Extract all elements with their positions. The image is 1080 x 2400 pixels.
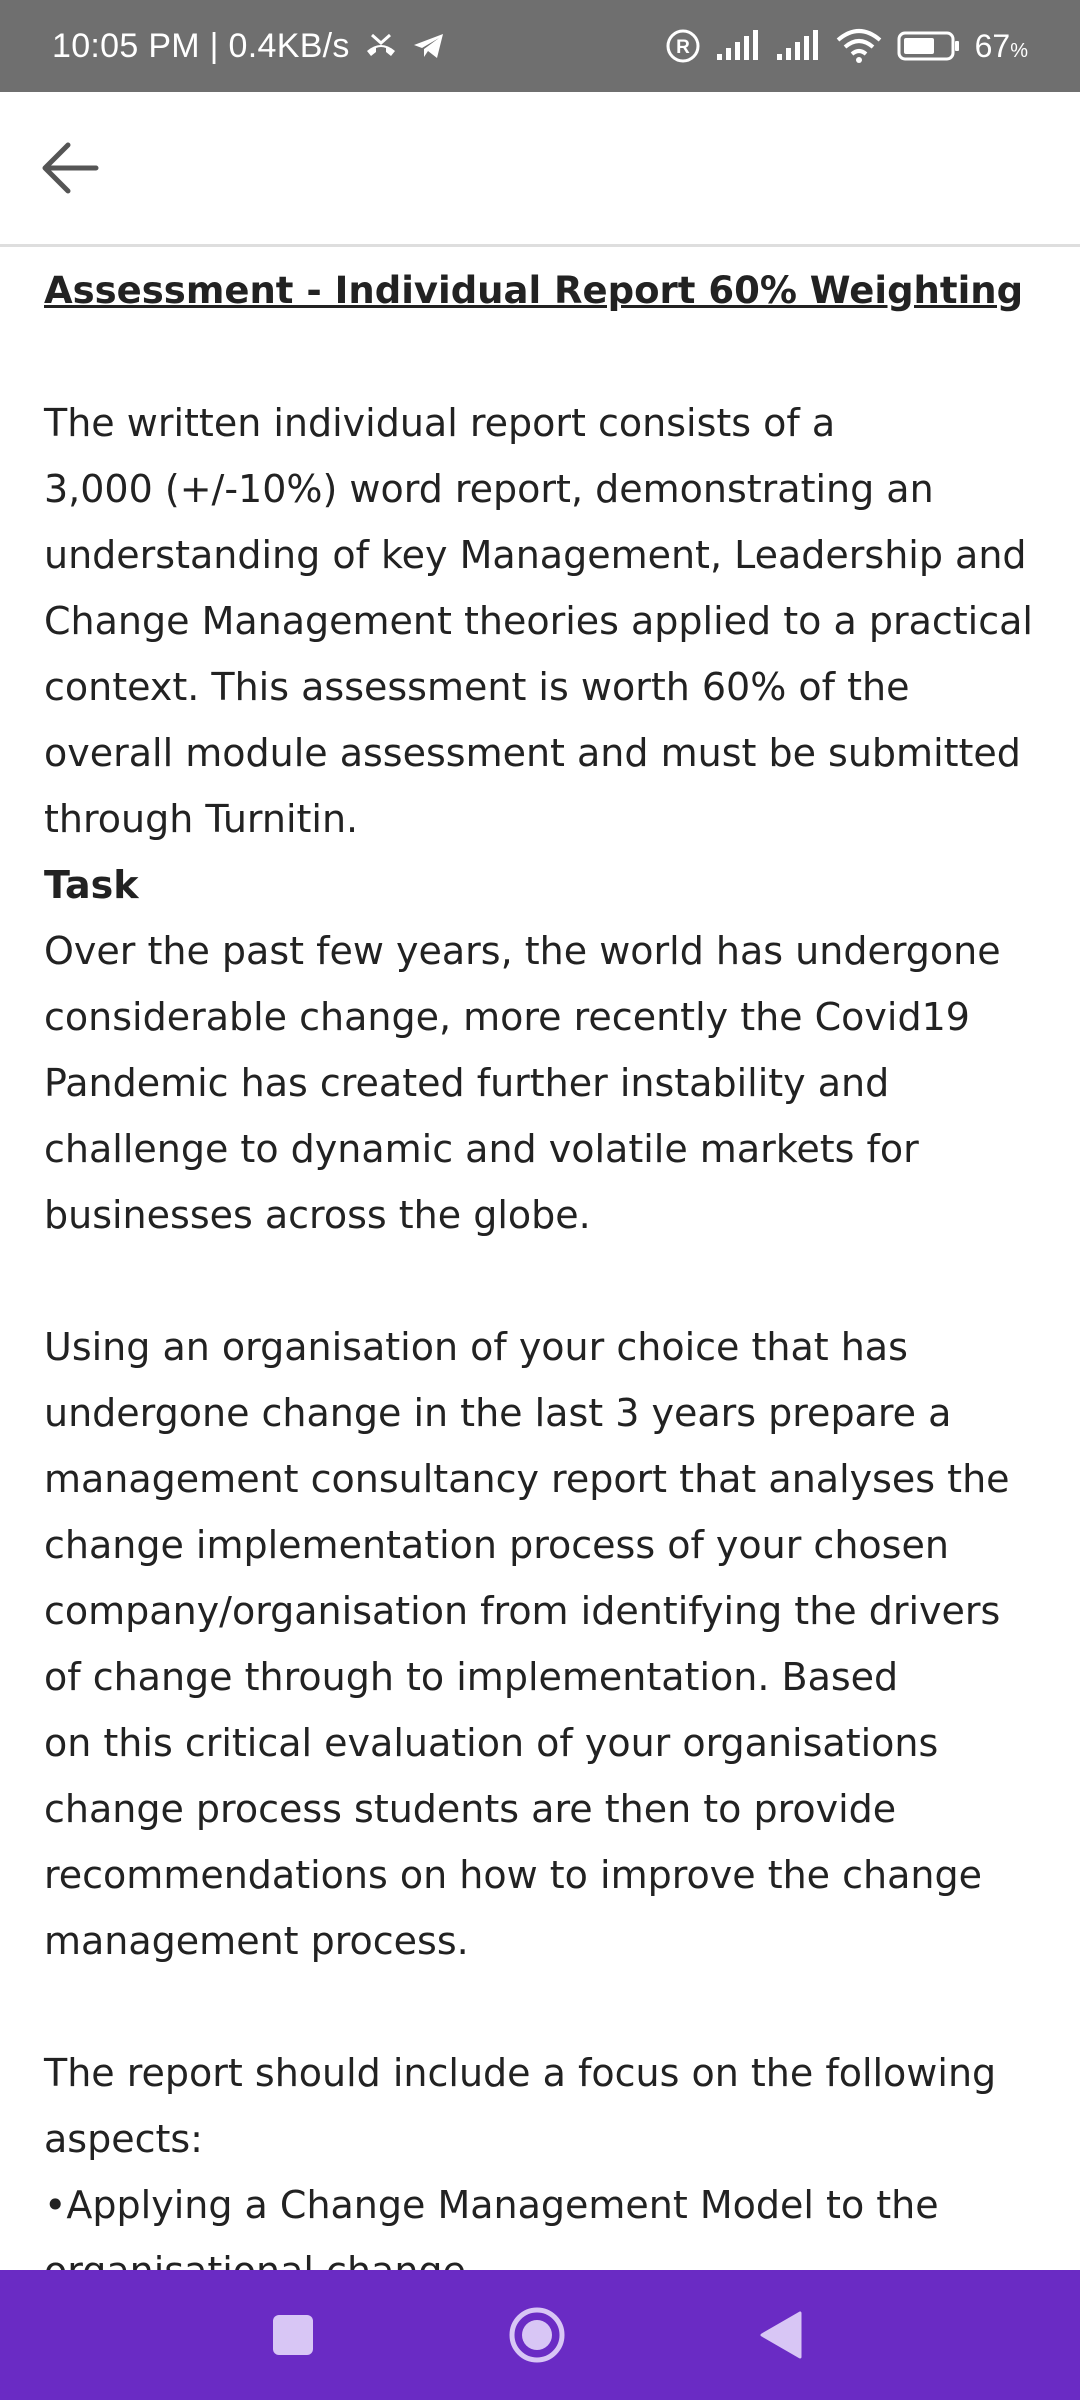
missed-call-icon [364,31,398,61]
aspects-intro: The report should include a focus on the following aspects: [44,2051,997,2161]
registered-icon [665,28,701,64]
recents-square-icon [271,2313,315,2357]
intro-paragraph: The written individual report consists of a 3,000 (+/-10%) word report, demonstrating an understanding of key Management, Leadership and Change Management theories applied to a practical context. This assessment is worth 60% of the overall module assessment and must be submitted through Turnitin. [44,401,1033,841]
signal-icon [775,30,821,62]
spacer [44,324,1044,390]
task-paragraph-1: Over the past few years, the world has undergone considerable change, more recently the Covid19 Pandemic has created further instability and challenge to dynamic and volatile markets for businesses across the globe. [44,929,1001,1237]
svg-text:R: R [675,37,690,58]
status-left [52,0,446,92]
battery-percentage: 67% [974,27,1028,64]
status-time-speed: 10:05 PM | 0.4KB/s [52,26,350,65]
spacer [44,1974,1044,2040]
app-bar [0,92,1080,247]
status-bar [0,0,1080,92]
back-triangle-icon [758,2309,804,2361]
back-button[interactable] [30,128,110,208]
spacer [44,1248,1044,1314]
task-heading: Task [44,863,139,907]
document-heading: Assessment - Individual Report 60% Weighting [44,269,1024,312]
back-nav-button[interactable] [716,2270,846,2400]
task-paragraph-2: Using an organisation of your choice that has undergone change in the last 3 years prepare a management consultancy report that analyses the change implementation process of your chosen company/organisation from identifying the drivers of change through to implementation. Based on this critical evaluation of your organisations change process students are then to provide recommendations on how to improve the change management process. [44,1325,1010,1963]
navigation-bar [0,2270,1080,2400]
bullet-item: •Applying a Change Management Model to the [44,2183,939,2227]
signal-icon [715,30,761,62]
home-circle-icon [507,2305,567,2365]
home-button[interactable] [472,2270,602,2400]
telegram-icon [412,31,446,61]
battery-icon [897,30,961,62]
back-arrow-icon [40,140,100,196]
wifi-icon [835,28,883,64]
document-content[interactable] [44,258,1044,2227]
status-right [665,0,1028,92]
recents-button[interactable] [228,2270,358,2400]
